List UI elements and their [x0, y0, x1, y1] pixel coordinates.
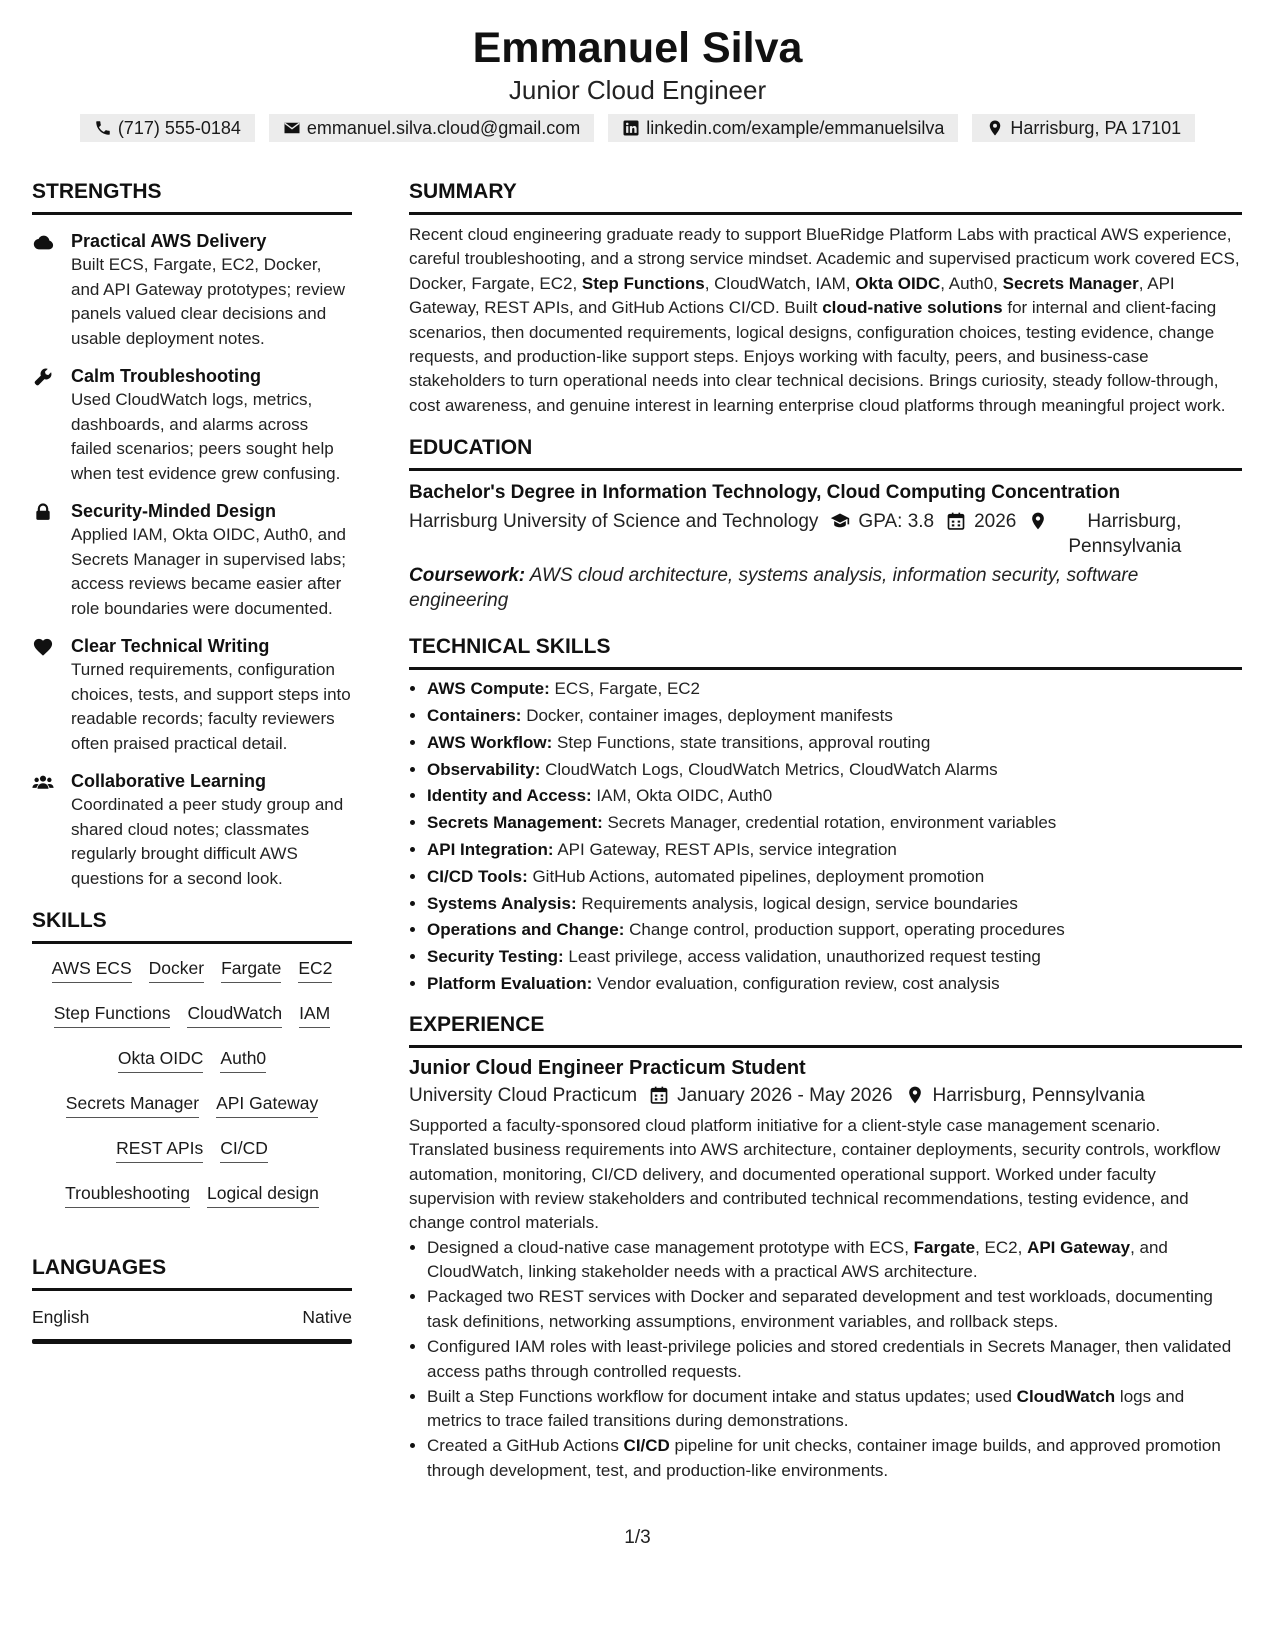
technical-skill-value: Requirements analysis, logical design, service boundaries [576, 893, 1018, 913]
coursework [409, 563, 1242, 613]
experience-bullets [409, 1236, 1242, 1483]
skill-tag-row [32, 1136, 352, 1163]
strength-item [32, 769, 352, 891]
skill-tag: Secrets Manager [66, 1091, 199, 1118]
technical-skill-item [427, 971, 1242, 998]
graduation-year: 2026 [974, 511, 1017, 533]
education-section [409, 432, 1242, 613]
technical-skills-section [409, 631, 1242, 998]
technical-skill-label: Identity and Access: [427, 786, 592, 806]
skill-tag: Auth0 [220, 1046, 266, 1073]
technical-skill-item [427, 783, 1242, 810]
technical-skill-value: Least privilege, access validation, unauthorized request testing [563, 947, 1041, 967]
technical-skill-value: Secrets Manager, credential rotation, environment variables [602, 813, 1057, 833]
strength-description: Applied IAM, Okta OIDC, Auth0, and Secrets Manager in supervised labs; access reviews became easier after role boundaries were documented. [71, 525, 346, 618]
technical-skill-value: Change control, production support, operating procedures [624, 920, 1065, 940]
contact-bar [0, 114, 1275, 142]
experience-section [409, 1009, 1242, 1483]
technical-skill-item [427, 917, 1242, 944]
language-level: Native [302, 1307, 352, 1327]
skill-tag: CI/CD [220, 1136, 268, 1163]
experience-bullet-text: Created a GitHub Actions [427, 1436, 624, 1456]
contact-location [972, 114, 1195, 142]
language-row [32, 1305, 352, 1329]
lock-icon [32, 502, 54, 522]
strength-description: Built ECS, Fargate, EC2, Docker, and API Gateway prototypes; review panels valued clear decisions and usable deployment notes. [71, 255, 346, 348]
experience-bullet [427, 1385, 1242, 1434]
language-level-bar [32, 1339, 352, 1344]
technical-skill-value: Vendor evaluation, configuration review, cost analysis [592, 974, 1000, 994]
job-location-item [893, 1083, 1145, 1108]
technical-skill-item [427, 864, 1242, 891]
job-location: Harrisburg, Pennsylvania [932, 1084, 1145, 1106]
skill-tag-row [32, 1181, 352, 1208]
map-pin-icon [986, 119, 1004, 137]
technical-skill-item [427, 730, 1242, 757]
skill-tags [32, 956, 352, 1208]
strength-title: Practical AWS Delivery [71, 231, 267, 251]
experience-heading: EXPERIENCE [409, 1012, 545, 1036]
education-location-item [1016, 509, 1181, 559]
experience-bullet-text: Built a Step Functions workflow for document intake and status updates; used [427, 1386, 1017, 1406]
section-divider [409, 468, 1242, 471]
summary-text: , API Gateway, REST APIs, and GitHub Actions CI/CD. Built [409, 273, 1175, 318]
job-meta [409, 1083, 1242, 1108]
skill-tag: API Gateway [216, 1091, 318, 1118]
technical-skill-label: Observability: [427, 759, 541, 779]
calendar-icon [649, 1085, 669, 1105]
strength-item [32, 499, 352, 621]
coursework-label: Coursework: [409, 565, 526, 587]
year-item [934, 509, 1016, 534]
summary-emphasis: Step Functions [581, 273, 705, 293]
summary-emphasis: Secrets Manager [1002, 273, 1139, 293]
skill-tag: AWS ECS [52, 956, 132, 983]
contact-email-text: emmanuel.silva.cloud@gmail.com [306, 118, 581, 138]
users-icon [32, 772, 54, 792]
envelope-icon [283, 119, 301, 137]
section-divider [32, 1288, 352, 1291]
experience-bullet-emphasis: CI/CD [623, 1436, 670, 1456]
strength-item [32, 634, 352, 756]
experience-bullet-text: logs and metrics to trace failed transitions during demonstrations. [427, 1386, 1185, 1431]
technical-skill-label: Operations and Change: [427, 920, 625, 940]
language-name: English [32, 1307, 90, 1327]
experience-bullet-text: , EC2, [975, 1237, 1028, 1257]
heart-icon [32, 637, 54, 657]
strength-title: Security-Minded Design [71, 501, 277, 521]
experience-bullet-emphasis: Fargate [913, 1237, 976, 1257]
strengths-list [32, 229, 352, 891]
coursework-text: AWS cloud architecture, systems analysis, information security, software engineering [409, 565, 1139, 612]
experience-bullet [427, 1335, 1242, 1384]
skill-tag: IAM [299, 1001, 330, 1028]
summary-text: Recent cloud engineering graduate ready to support BlueRidge Platform Labs with practical AWS experience, careful troubleshooting, and a strong service mindset. Academic and supervised practicum work covered ECS, Docker, Fargate, EC2, [409, 225, 1240, 293]
candidate-role: Junior Cloud Engineer [508, 75, 767, 105]
map-pin-icon [1028, 511, 1048, 531]
technical-skill-label: AWS Compute: [427, 679, 550, 699]
education-meta [409, 509, 1242, 559]
experience-bullet [427, 1285, 1242, 1334]
experience-bullet-text: Configured IAM roles with least-privilege policies and stored credentials in Secrets Manager, then validated access paths through controlled requests. [427, 1337, 1232, 1381]
technical-skill-item [427, 676, 1242, 703]
technical-skills-list [409, 676, 1242, 998]
page-number: 1/3 [624, 1527, 651, 1548]
summary-text: , Auth0, [940, 273, 1003, 293]
right-column [409, 176, 1242, 1484]
contact-email[interactable] [269, 114, 594, 142]
contact-phone-text: (717) 555-0184 [117, 118, 241, 138]
experience-bullet-text: pipeline for unit checks, container image builds, and approved promotion through development, test, and production-like environments. [427, 1436, 1221, 1480]
experience-bullet-text: , and CloudWatch, linking stakeholder needs with a practical AWS architecture. [427, 1237, 1168, 1282]
organization-name: University Cloud Practicum [409, 1084, 638, 1106]
summary-heading: SUMMARY [409, 180, 517, 203]
contact-location-text: Harrisburg, PA 17101 [1010, 118, 1182, 138]
technical-skill-value: API Gateway, REST APIs, service integration [553, 840, 897, 860]
left-column [32, 176, 352, 1344]
strength-item [32, 364, 352, 486]
skill-tag-row [32, 1001, 352, 1028]
section-divider [409, 1045, 1242, 1048]
job-dates-item [637, 1083, 892, 1108]
wrench-icon [32, 367, 54, 387]
degree-title: Bachelor's Degree in Information Technology, Cloud Computing Concentration [409, 482, 1121, 504]
experience-bullet-text: Designed a cloud-native case management prototype with ECS, [427, 1237, 914, 1257]
languages-section [32, 1252, 352, 1344]
experience-bullet-emphasis: CloudWatch [1016, 1386, 1116, 1406]
skill-tag: Logical design [207, 1181, 319, 1208]
gpa-item [818, 509, 934, 534]
summary-emphasis: cloud-native solutions [822, 298, 1003, 318]
experience-bullet-text: Packaged two REST services with Docker and separated development and test workloads, documenting task definitions, networking assumptions, environment variables, and rollback steps. [427, 1287, 1213, 1331]
technical-skill-value: CloudWatch Logs, CloudWatch Metrics, CloudWatch Alarms [540, 759, 998, 779]
education-location: Harrisburg, Pennsylvania [1068, 511, 1182, 558]
section-divider [409, 667, 1242, 670]
technical-skill-label: Platform Evaluation: [427, 974, 593, 994]
technical-skill-item [427, 757, 1242, 784]
section-divider [32, 941, 352, 944]
strengths-heading: STRENGTHS [32, 180, 162, 203]
technical-skill-label: Containers: [427, 706, 522, 726]
skill-tag: Fargate [221, 956, 281, 983]
summary-text: , CloudWatch, IAM, [704, 273, 856, 293]
technical-skill-value: ECS, Fargate, EC2 [549, 679, 701, 699]
strength-title: Clear Technical Writing [71, 636, 270, 656]
experience-bullet [427, 1236, 1242, 1285]
job-title: Junior Cloud Engineer Practicum Student [409, 1056, 806, 1079]
resume-header [0, 22, 1275, 106]
experience-bullet-emphasis: API Gateway [1027, 1237, 1131, 1257]
skill-tag: Troubleshooting [65, 1181, 190, 1208]
skill-tag-row [32, 956, 352, 983]
strength-title: Collaborative Learning [71, 771, 267, 791]
technical-skill-label: Security Testing: [427, 947, 564, 967]
contact-linkedin[interactable] [608, 114, 958, 142]
map-pin-icon [905, 1085, 925, 1105]
skill-tag: Step Functions [54, 1001, 171, 1028]
section-divider [32, 212, 352, 215]
skill-tag: Docker [149, 956, 204, 983]
job-dates: January 2026 - May 2026 [677, 1084, 893, 1106]
skill-tag: EC2 [298, 956, 332, 983]
languages-heading: LANGUAGES [32, 1256, 167, 1279]
technical-skill-item [427, 837, 1242, 864]
education-heading: EDUCATION [409, 436, 533, 460]
experience-bullet [427, 1434, 1242, 1483]
strength-description: Turned requirements, configuration choices, tests, and support steps into readable records; faculty reviewers often praised practical detail. [71, 660, 351, 753]
graduation-cap-icon [830, 511, 850, 531]
technical-skill-value: GitHub Actions, automated pipelines, deployment promotion [527, 866, 985, 886]
school-name: Harrisburg University of Science and Technology [409, 511, 819, 533]
phone-icon [94, 119, 112, 137]
linkedin-icon [622, 119, 640, 137]
technical-skill-label: AWS Workflow: [427, 732, 553, 752]
cloud-icon [32, 232, 54, 252]
skill-tag: Okta OIDC [118, 1046, 204, 1073]
skills-section [32, 905, 352, 1208]
technical-skill-label: API Integration: [427, 840, 554, 860]
skill-tag: REST APIs [116, 1136, 203, 1163]
strength-item [32, 229, 352, 351]
skill-tag: CloudWatch [187, 1001, 282, 1028]
contact-phone[interactable] [80, 114, 255, 142]
technical-skill-item [427, 703, 1242, 730]
skill-tag-row [32, 1091, 352, 1118]
job-description: Supported a faculty-sponsored cloud platform initiative for a client-style case management scenario. Translated business requirements into AWS architecture, container deployments, security controls, workflow automation, monitoring, CI/CD delivery, and documented operational support. Worked under faculty supervision with review stakeholders and contributed technical recommendations, testing evidence, and change control materials. [409, 1115, 1221, 1233]
summary-emphasis: Okta OIDC [855, 273, 941, 293]
skill-tag-row [32, 1046, 352, 1073]
strength-description: Coordinated a peer study group and shared cloud notes; classmates regularly brought difficult AWS questions for a second look. [71, 795, 344, 888]
gpa-text: GPA: 3.8 [858, 511, 935, 533]
technical-skill-label: Secrets Management: [427, 813, 603, 833]
skills-heading: SKILLS [32, 909, 107, 932]
technical-skills-heading: TECHNICAL SKILLS [409, 635, 611, 659]
technical-skill-item [427, 944, 1242, 971]
strength-description: Used CloudWatch logs, metrics, dashboards, and alarms across failed scenarios; peers sought help when test evidence grew confusing. [71, 390, 341, 483]
technical-skill-item [427, 810, 1242, 837]
section-divider [409, 212, 1242, 215]
summary-text: for internal and client-facing scenarios, then documented requirements, logical designs, configuration choices, testing evidence, change requests, and production-like support steps. Enjoys working with faculty, peers, and business-case stakeholders to turn operational needs into clear technical decisions. Brings curiosity, steady follow-through, cost awareness, and genuine interest in learning enterprise cloud platforms through meaningful project work. [409, 298, 1226, 415]
summary-text [409, 223, 1242, 418]
contact-linkedin-text: linkedin.com/example/emmanuelsilva [646, 118, 945, 138]
technical-skill-value: IAM, Okta OIDC, Auth0 [591, 786, 773, 806]
technical-skill-label: Systems Analysis: [427, 893, 577, 913]
technical-skill-item [427, 891, 1242, 918]
candidate-name: Emmanuel Silva [472, 24, 803, 72]
calendar-icon [946, 511, 966, 531]
strength-title: Calm Troubleshooting [71, 366, 262, 386]
technical-skill-label: CI/CD Tools: [427, 866, 528, 886]
technical-skill-value: Docker, container images, deployment manifests [521, 706, 893, 726]
technical-skill-value: Step Functions, state transitions, approval routing [552, 732, 931, 752]
